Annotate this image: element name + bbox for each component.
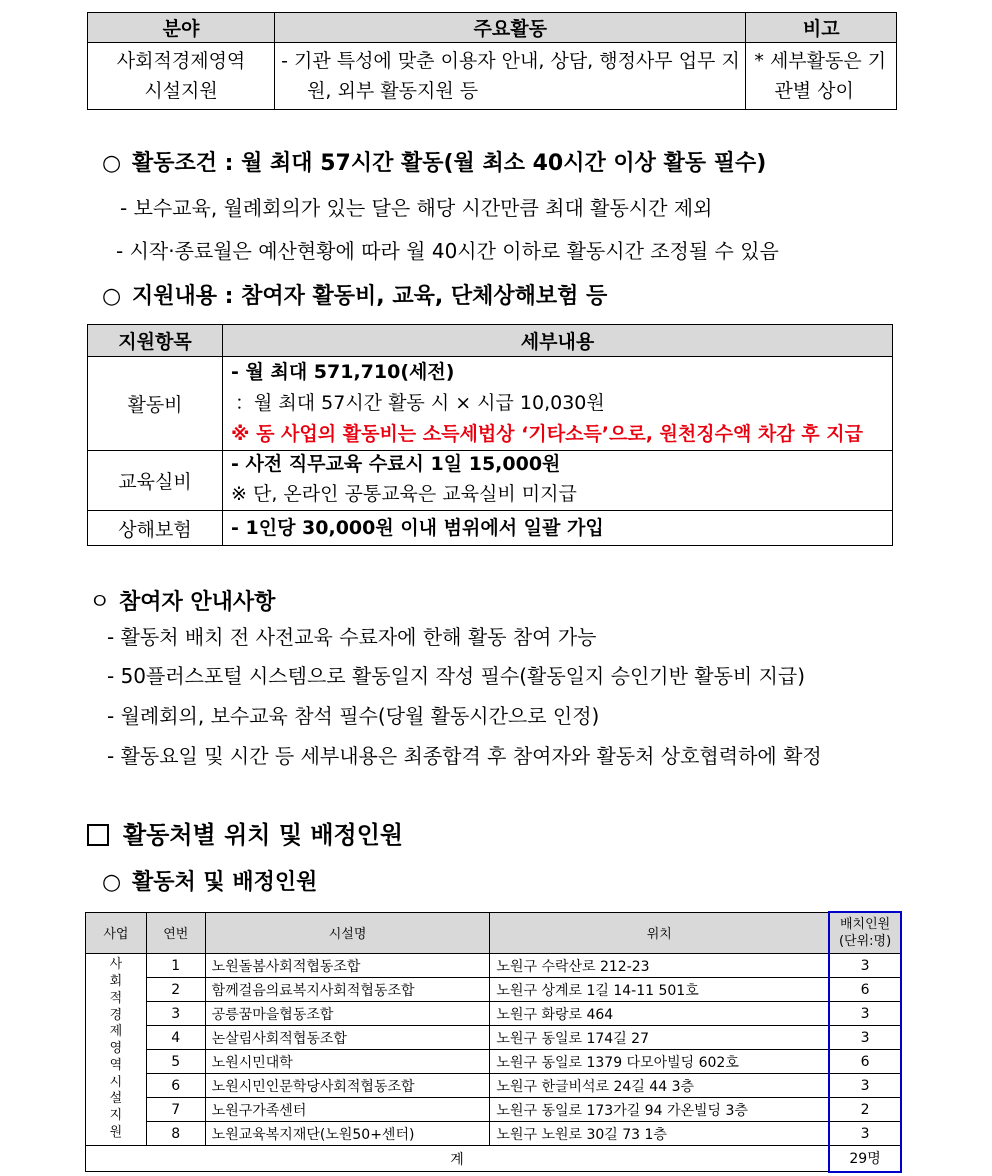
row-no: 3 (146, 1002, 205, 1026)
header-facility: 시설명 (205, 912, 490, 954)
detail-line: - 사전 직무교육 수료시 1일 15,000원 (231, 453, 561, 475)
table-row (86, 1098, 902, 1122)
row-no: 8 (146, 1122, 205, 1146)
participants-item-1: - 활동처 배치 전 사전교육 수료자에 한해 활동 참여 가능 (107, 625, 597, 649)
header-field: 분야 (88, 13, 275, 43)
table-row (86, 1050, 902, 1074)
activity-cell (275, 43, 746, 110)
header-location: 위치 (490, 912, 829, 954)
circle-bullet-icon: ○ (102, 284, 122, 309)
support-table (87, 324, 893, 546)
row-facility: 노원구가족센터 (205, 1098, 490, 1122)
header-note: 비고 (746, 13, 897, 43)
support-heading-text: 지원내용 : 참여자 활동비, 교육, 단체상해보험 등 (132, 284, 608, 309)
support-label-education: 교육실비 (88, 451, 223, 511)
row-location: 노원구 한글비석로 24길 44 3층 (490, 1074, 829, 1098)
table-row (86, 954, 902, 978)
row-no: 1 (146, 954, 205, 978)
row-location: 노원구 상계로 1길 14-11 501호 (490, 978, 829, 1002)
row-facility: 노원시민인문학당사회적협동조합 (205, 1074, 490, 1098)
table-row (86, 1002, 902, 1026)
participants-item-4: - 활동요일 및 시간 등 세부내용은 최종합격 후 참여자와 활동처 상호협력하에 확정 (107, 744, 822, 768)
row-facility: 공릉꿈마을협동조합 (205, 1002, 490, 1026)
note-cell (746, 43, 897, 110)
detail-line: ※ 단, 온라인 공통교육은 교육실비 미지급 (231, 483, 577, 505)
total-row (86, 1146, 902, 1172)
row-location: 노원구 동일로 1379 다모아빌딩 602호 (490, 1050, 829, 1074)
conditions-item-1: - 보수교육, 월례회의가 있는 달은 해당 시간만큼 최대 활동시간 제외 (120, 196, 713, 220)
project-char: 시 (109, 1074, 123, 1090)
detail-line: ：월 최대 57시간 활동 시 × 시급 10,030원 (235, 392, 605, 414)
participants-item-2: - 50플러스포털 시스템으로 활동일지 작성 필수(활동일지 승인기반 활동비 지급) (107, 664, 806, 688)
project-char: 영 (109, 1041, 123, 1057)
field-line-2: 시설지원 (144, 80, 218, 102)
activity-text: - 기관 특성에 맞춘 이용자 안내, 상담, 행정사무 업무 지원, 외부 활동지원 등 (281, 50, 740, 102)
row-count: 3 (829, 1074, 901, 1098)
support-heading (102, 279, 607, 310)
row-count: 3 (829, 1026, 901, 1050)
detail-line-warning: ※ 동 사업의 활동비는 소득세법상 ‘기타소득’으로, 원천징수액 차감 후 지급 (231, 423, 863, 445)
row-facility: 노원돌봄사회적협동조합 (205, 954, 490, 978)
support-label-activity-fee: 활동비 (88, 357, 223, 451)
table-row (86, 1074, 902, 1098)
row-location: 노원구 수락산로 212-23 (490, 954, 829, 978)
header-assign (829, 912, 901, 954)
row-facility: 노원시민대학 (205, 1050, 490, 1074)
row-no: 2 (146, 978, 205, 1002)
header-support-item: 지원항목 (88, 325, 223, 357)
row-no: 4 (146, 1026, 205, 1050)
header-project: 사업 (86, 912, 147, 954)
circle-bullet-icon: ○ (102, 151, 122, 176)
table-row (86, 1122, 902, 1146)
conditions-item-2: - 시작·종료월은 예산현황에 따라 월 40시간 이하로 활동시간 조정될 수 있음 (116, 239, 779, 263)
section-heading-text: 활동처별 위치 및 배정인원 (123, 821, 404, 849)
total-label: 계 (86, 1146, 830, 1172)
placement-table (85, 911, 902, 1173)
header-assign-line-1: 배치인원 (839, 917, 891, 932)
project-char: 사 (109, 957, 123, 973)
conditions-heading (102, 146, 766, 177)
row-count: 2 (829, 1098, 901, 1122)
project-cell (86, 954, 147, 1146)
field-line-1: 사회적경제영역 (116, 50, 246, 72)
support-detail-education (223, 451, 893, 511)
row-facility: 노원교육복지재단(노원50+센터) (205, 1122, 490, 1146)
placement-heading (102, 865, 317, 896)
row-facility: 논살림사회적협동조합 (205, 1026, 490, 1050)
circle-bullet-icon: ㅇ (89, 590, 111, 615)
conditions-heading-text: 활동조건 : 월 최대 57시간 활동(월 최소 40시간 이상 활동 필수) (132, 151, 767, 176)
row-location: 노원구 노원로 30길 73 1층 (490, 1122, 829, 1146)
row-count: 6 (829, 978, 901, 1002)
participants-item-3: - 월례회의, 보수교육 참석 필수(당월 활동시간으로 인정) (107, 704, 600, 728)
support-label-insurance: 상해보험 (88, 511, 223, 546)
row-count: 3 (829, 1002, 901, 1026)
header-assign-line-2: (단위:명) (838, 934, 892, 949)
row-count: 6 (829, 1050, 901, 1074)
detail-line: - 월 최대 571,710(세전) (231, 361, 455, 383)
square-bullet-icon (87, 824, 109, 846)
project-char: 회 (109, 973, 123, 989)
note-text: * 세부활동은 기관별 상이 (754, 50, 887, 102)
project-char: 경 (109, 1007, 123, 1023)
total-value: 29명 (829, 1146, 901, 1172)
row-count: 3 (829, 954, 901, 978)
row-no: 5 (146, 1050, 205, 1074)
support-detail-insurance (223, 511, 893, 546)
row-no: 6 (146, 1074, 205, 1098)
row-facility: 함께걸음의료복지사회적협동조합 (205, 978, 490, 1002)
row-location: 노원구 동일로 174길 27 (490, 1026, 829, 1050)
participants-heading (89, 585, 275, 616)
participants-heading-text: 참여자 안내사항 (119, 590, 276, 615)
project-char: 적 (109, 990, 123, 1006)
row-count: 3 (829, 1122, 901, 1146)
field-cell (88, 43, 275, 110)
table-row (86, 978, 902, 1002)
table-row (86, 1026, 902, 1050)
project-char: 제 (109, 1024, 123, 1040)
activity-field-table (87, 12, 897, 110)
project-char: 역 (109, 1057, 123, 1073)
project-char: 설 (109, 1091, 123, 1107)
project-char: 원 (109, 1125, 123, 1141)
row-no: 7 (146, 1098, 205, 1122)
project-char: 지 (109, 1108, 123, 1124)
detail-line: - 1인당 30,000원 이내 범위에서 일괄 가입 (231, 517, 604, 539)
row-location: 노원구 동일로 173가길 94 가온빌딩 3층 (490, 1098, 829, 1122)
circle-bullet-icon: ○ (102, 870, 122, 895)
header-support-detail: 세부내용 (223, 325, 893, 357)
header-no: 연번 (146, 912, 205, 954)
placement-heading-text: 활동처 및 배정인원 (132, 870, 318, 895)
row-location: 노원구 화랑로 464 (490, 1002, 829, 1026)
header-activity: 주요활동 (275, 13, 746, 43)
support-detail-activity-fee (223, 357, 893, 451)
section-heading (87, 815, 403, 850)
